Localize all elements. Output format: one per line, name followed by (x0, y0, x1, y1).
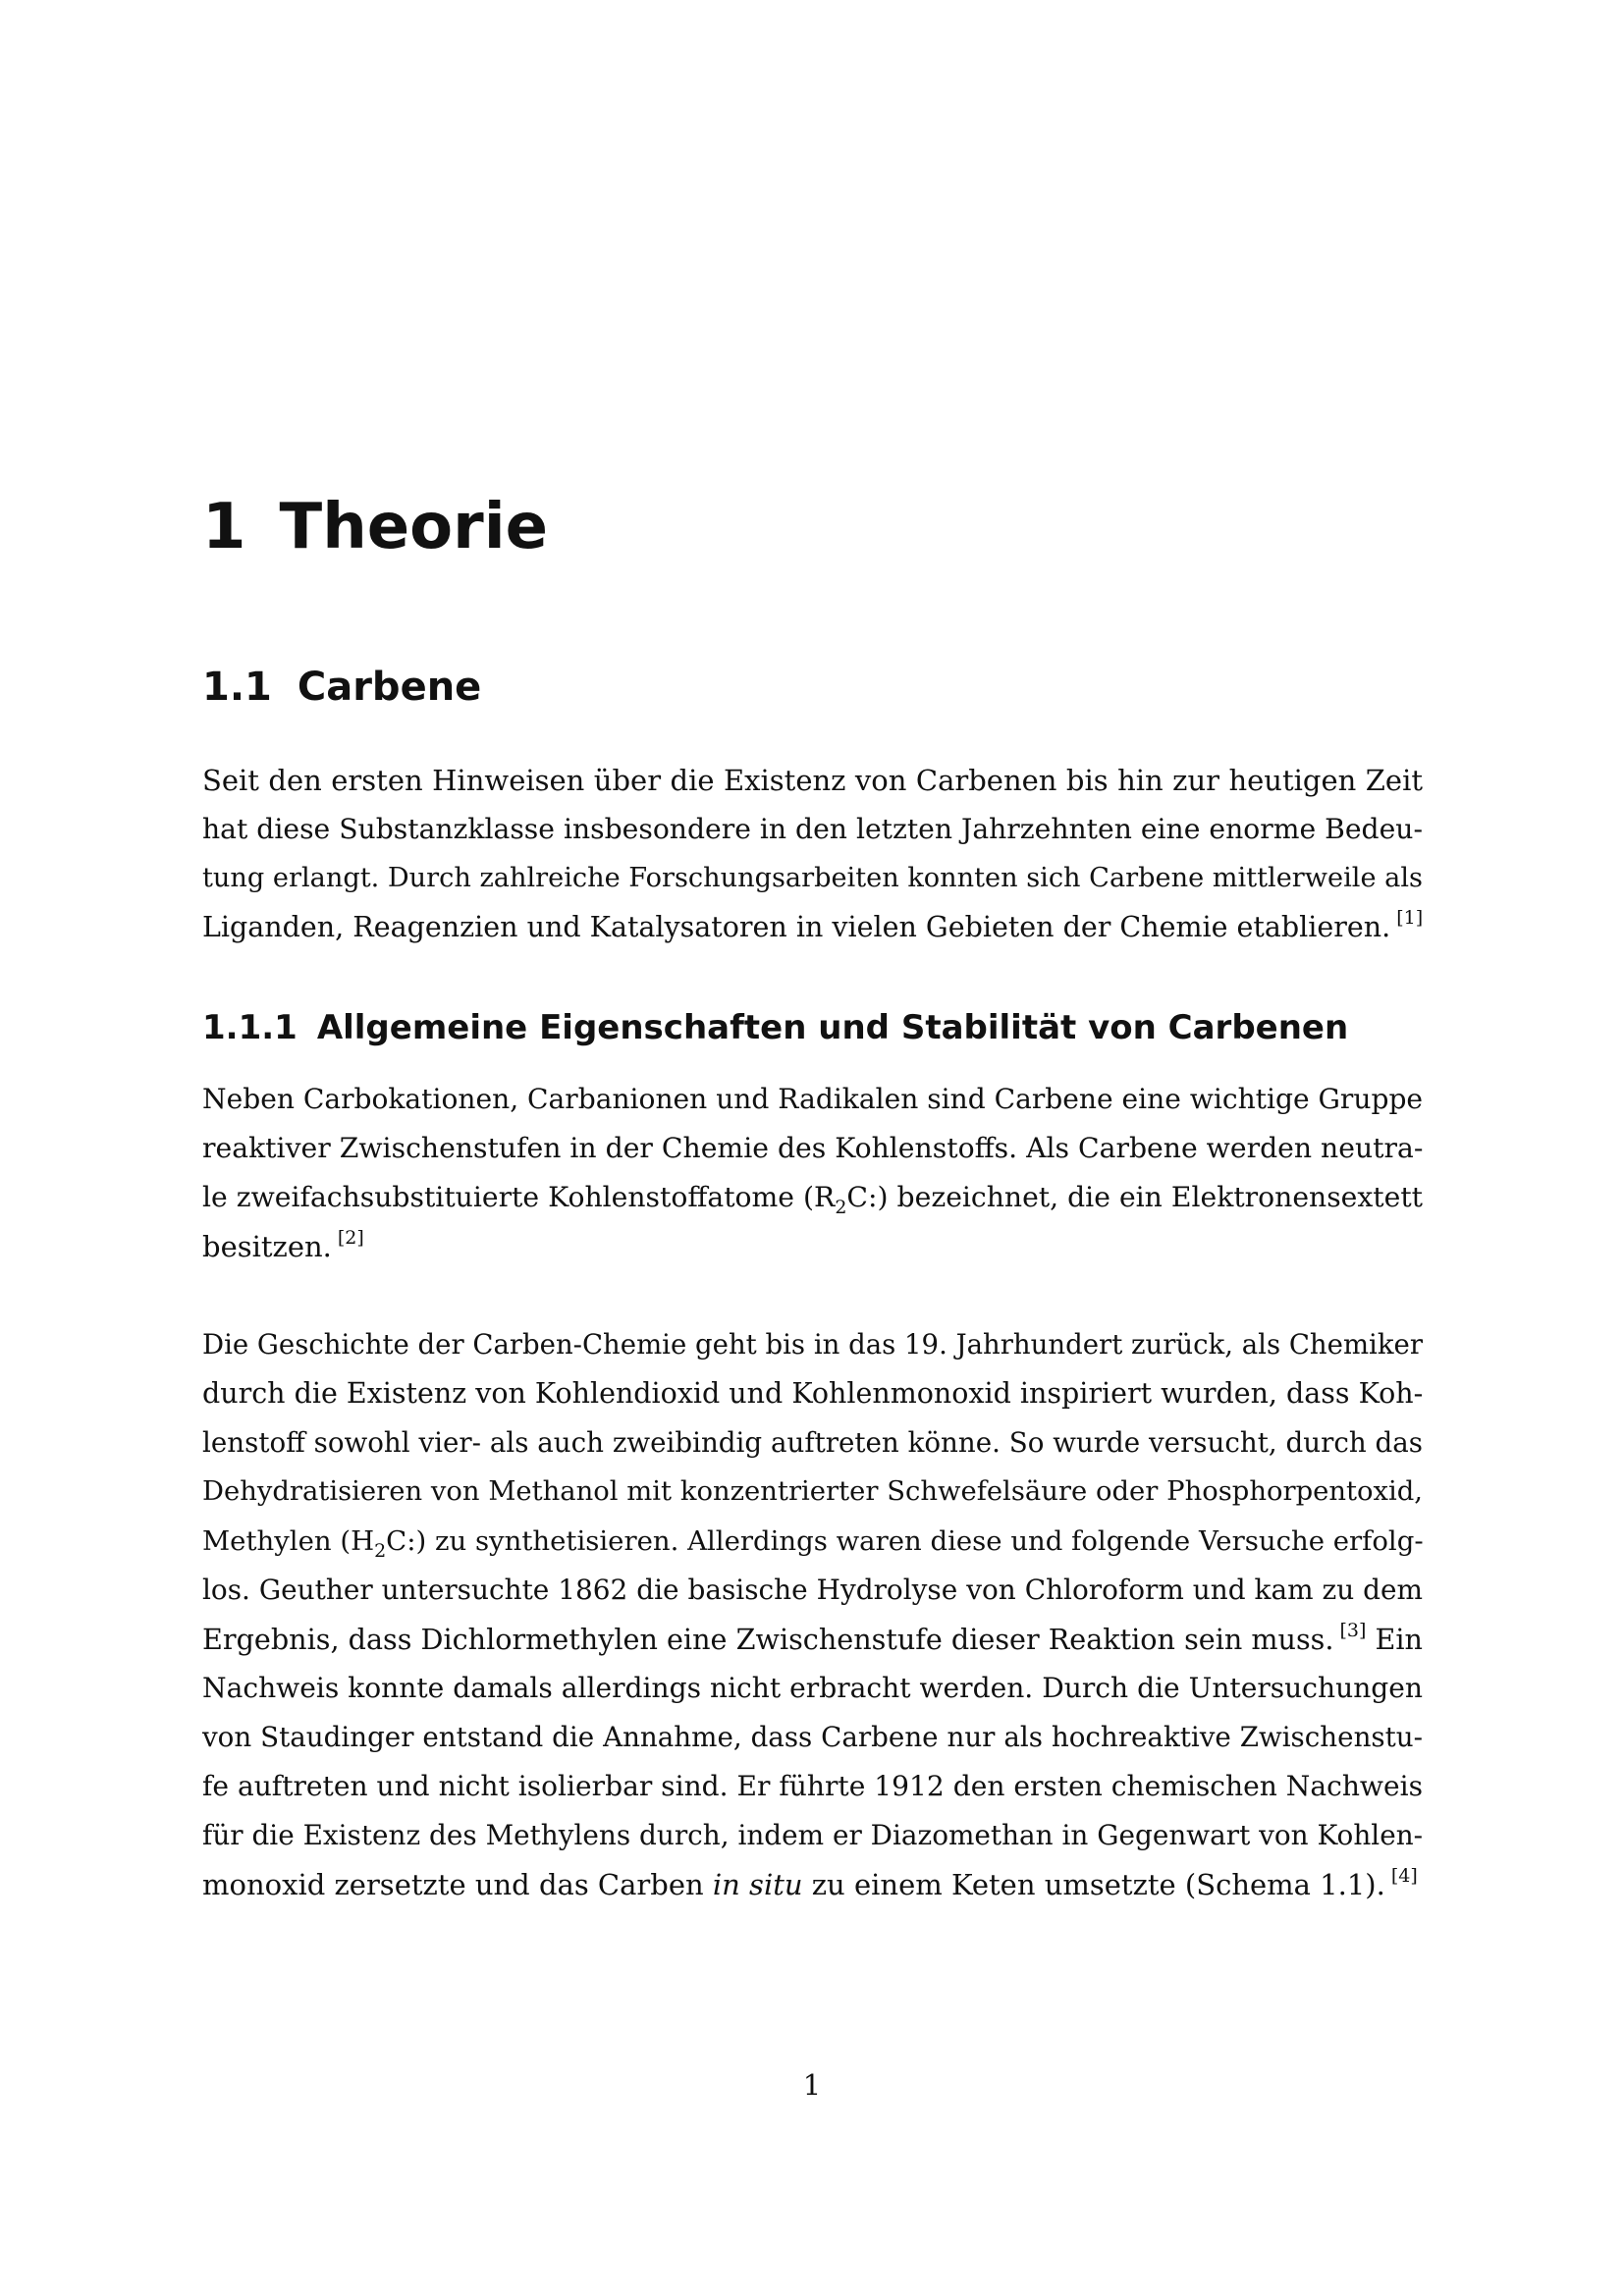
subscript: 2 (835, 1197, 847, 1218)
section-title-text: Carbene (297, 665, 482, 710)
citation-ref: [2] (337, 1227, 364, 1249)
text-line: von Staudinger entstand die Annahme, dass Carbene nur als hochreaktive Zwischenstu- (202, 1721, 1423, 1753)
text-line (202, 1173, 1423, 1222)
text-segment: Ergebnis, dass Dichlormethylen eine Zwischenstufe dieser Reaktion sein muss. (202, 1623, 1334, 1656)
text-line-content: Liganden, Reagenzien und Katalysatoren in vielen Gebieten der Chemie etablieren. (202, 911, 1391, 943)
text-line: Nachweis konnte damals allerdings nicht erbracht werden. Durch die Untersuchungen (202, 1672, 1423, 1704)
text-line (202, 1222, 1423, 1271)
text-line: reaktiver Zwischenstufen in der Chemie des Kohlenstoffs. Als Carbene werden neutra- (202, 1132, 1424, 1164)
text-line: durch die Existenz von Kohlendioxid und Kohlenmonoxid inspiriert wurden, dass Koh- (202, 1377, 1424, 1410)
citation-ref: [4] (1390, 1865, 1418, 1887)
subsection-title-text: Allgemeine Eigenschaften und Stabilität von Carbenen (316, 1008, 1349, 1047)
section-number: 1.1 (202, 665, 272, 710)
paragraph-intro (202, 756, 1423, 952)
text-line: Neben Carbokationen, Carbanionen und Radikalen sind Carbene eine wichtige Gruppe (202, 1083, 1424, 1115)
text-line: tung erlangt. Durch zahlreiche Forschungsarbeiten konnten sich Carbene mittlerweile als (202, 863, 1423, 893)
text-segment: Methylen (H (202, 1525, 375, 1557)
text-line (202, 1860, 1423, 1909)
subsection-number: 1.1.1 (202, 1008, 298, 1047)
text-line: lenstoff sowohl vier- als auch zweibindig auftreten könne. So wurde versucht, durch das (202, 1426, 1423, 1459)
section-heading (202, 660, 481, 715)
text-segment: le zweifachsubstituierte Kohlenstoffatome (R (202, 1181, 836, 1213)
text-segment: Ein (1375, 1623, 1423, 1656)
text-line: Seit den ersten Hinweisen über die Existenz von Carbenen bis hin zur heutigen Zeit (202, 764, 1423, 797)
text-line (202, 903, 1423, 952)
text-line: hat diese Substanzklasse insbesondere in den letzten Jahrzehnten eine enorme Bedeu- (202, 813, 1423, 845)
subscript: 2 (374, 1540, 387, 1562)
citation-ref: [1] (1396, 907, 1424, 929)
text-line (202, 1615, 1423, 1664)
text-segment: C:) bezeichnet, die ein Elektronensextett (846, 1181, 1424, 1213)
text-line-content: besitzen. (202, 1230, 332, 1263)
chapter-heading (202, 483, 548, 571)
chapter-title-text: Theorie (279, 491, 549, 563)
paragraph-properties (202, 1075, 1423, 1271)
text-line: für die Existenz des Methylens durch, indem er Diazomethan in Gegenwart von Kohlen- (202, 1819, 1424, 1851)
text-line: fe auftreten und nicht isolierbar sind. Er führte 1912 den ersten chemischen Nachweis (202, 1770, 1423, 1802)
text-line: Dehydratisieren von Methanol mit konzentrierter Schwefelsäure oder Phosphorpentoxid, (202, 1476, 1423, 1507)
text-line: Die Geschichte der Carben-Chemie geht bis in das 19. Jahrhundert zurück, als Chemiker (202, 1329, 1423, 1361)
text-segment: monoxid zersetzte und das Carben (202, 1868, 704, 1901)
subsection-heading (202, 1005, 1348, 1050)
chapter-number: 1 (202, 491, 246, 563)
text-segment: C:) zu synthetisieren. Allerdings waren diese und folgende Versuche erfolg- (386, 1525, 1424, 1557)
text-line: los. Geuther untersuchte 1862 die basische Hydrolyse von Chloroform und kam zu dem (202, 1574, 1423, 1606)
paragraph-history (202, 1320, 1423, 1909)
text-line (202, 1517, 1423, 1566)
citation-ref: [3] (1339, 1620, 1367, 1641)
text-segment: zu einem Keten umsetzte (Schema 1.1). (811, 1868, 1385, 1901)
page-number: 1 (802, 2068, 822, 2102)
italic-term: in situ (712, 1868, 803, 1901)
